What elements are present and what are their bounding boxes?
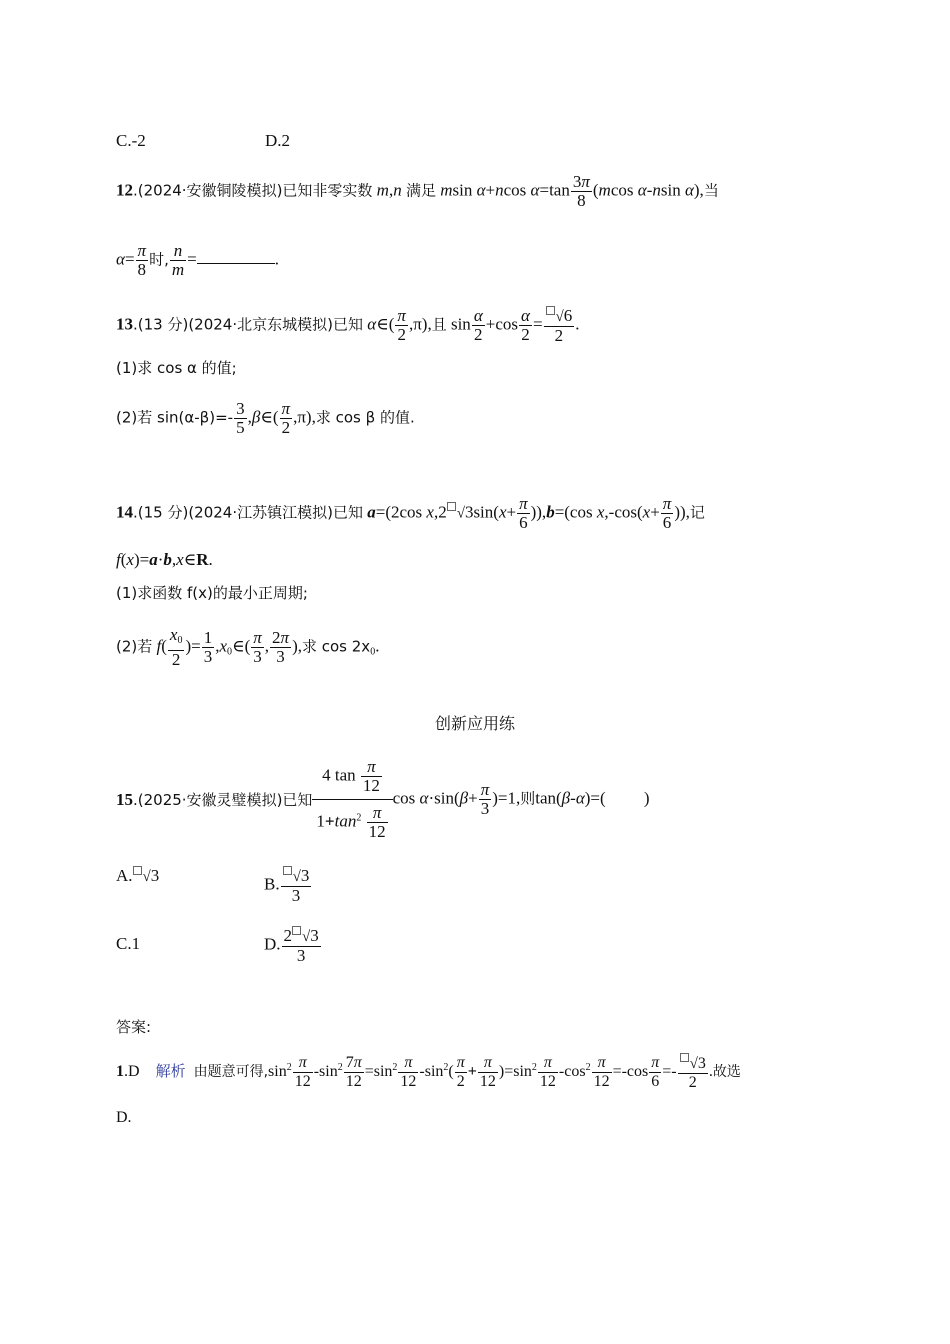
- section-heading: 创新应用练: [434, 714, 515, 733]
- analysis-tag: 解析: [155, 1062, 186, 1081]
- q14-part-2: (2)若 f( $\frac{x_0}{2}$ )= $\frac{1}{3}$ $,x_0\in$( $\frac{\pi}{3}$ , $\frac{2\pi}{3}$ ),求 $\cos 2x_0$.: [116, 625, 380, 669]
- q13-frac-alpha-2a: $\frac{\alpha}{2}$: [473, 306, 483, 344]
- q13-frac-root6-2: $\frac{√6}{2}$: [544, 306, 575, 345]
- q13-frac-alpha-2b: $\frac{\alpha}{2}$: [521, 306, 530, 344]
- answer-letter: .D: [124, 1063, 140, 1081]
- q13-frac-pi-2b: $\frac{\pi}{2}$: [281, 399, 291, 437]
- q15-option-a: A. √3: [116, 866, 160, 885]
- q11-option-d: D.2: [265, 131, 291, 150]
- q12-continue: 当: [703, 181, 719, 200]
- q13-part-2-start: (2)若 sin(α-β)=-: [116, 408, 234, 427]
- q15-number: 15: [116, 790, 133, 809]
- q14-frac-2pi-3: $\frac{2\pi}{3}$: [272, 628, 290, 666]
- q15-main-fraction: 4 tan $\frac{\pi}{12}$ $1+\tan^2$ $\frac{\pi}{12}$: [312, 758, 392, 841]
- q15-source: .(2025·安徽灵璧模拟)已知: [133, 791, 313, 809]
- q13-part-2: (2)若 sin(α-β)=- $\frac{3}{5}$ ,β∈( $\frac{\pi}{2}$ ,π),求 cos β 的值.: [116, 399, 415, 437]
- q15-option-d: D. $\frac{2 √3}{3}$: [264, 926, 319, 965]
- q15-options-cd: [116, 926, 319, 965]
- q12-end: .: [274, 249, 279, 269]
- q12-frac-3pi-8: $\frac{3\pi}{8}$: [572, 172, 590, 210]
- q14-part-1: (1)求函数 f(x)的最小正周期;: [116, 584, 308, 602]
- q15-option-c: C.1: [116, 934, 141, 953]
- q13-frac-pi-2: $\frac{\pi}{2}$: [397, 306, 406, 344]
- q12-equals: =: [187, 249, 197, 269]
- q15-options-ab: [116, 866, 310, 905]
- q14-part-2-start: (2)若: [116, 637, 153, 656]
- answer-label: 答案:: [116, 1018, 152, 1036]
- answer-1-line: 1.D 解析 由题意可得$,\sin^2$ $\frac{\pi}{12}$ $-\sin^2$ $\frac{7\pi}{12}$ $=\sin^2$ $\frac{\pi}{12}$ $-\sin^2$( $\frac{\pi}{2}$ + $\frac{\pi}{12}$ )$=\sin^2$ $\frac{\pi}{12}$ $-\cos^2$ $\frac{\pi}{12}$ =-cos $\frac{\pi}{6}$ =- $\frac{√3}{2}$ .故选: [116, 1054, 741, 1091]
- q14-frac-pi-3: $\frac{\pi}{3}$: [253, 628, 262, 666]
- q12-when: 时,: [149, 250, 169, 269]
- q14-ji: 记: [689, 503, 705, 522]
- answer-number: 1: [116, 1063, 124, 1081]
- answer-tail: 故选: [712, 1064, 741, 1081]
- q15-line-1: 15.(2025·安徽灵璧模拟)已知 4 tan $\frac{\pi}{12}$ $1+\tan^2$ $\frac{\pi}{12}$ cos α·sin(β+ $\frac{\pi}{3}$ )=1,则tan(β-α)=( ): [116, 757, 650, 841]
- q13-part-2-end: 求 cos β 的值.: [315, 408, 415, 427]
- q14-line-2: f(x)=a·b,x∈R.: [116, 550, 213, 569]
- q13-part-1: (1)求 cos α 的值;: [116, 359, 237, 377]
- answer-final: D.: [116, 1109, 132, 1126]
- q13-and: 且: [431, 315, 447, 334]
- q15-then: 则: [520, 789, 536, 808]
- q13-source: .(13 分)(2024·北京东城模拟)已知: [133, 315, 363, 334]
- q15-frac-pi-3: $\frac{\pi}{3}$: [480, 780, 490, 818]
- q14-part-2-end: 求 cos 2x: [301, 637, 371, 656]
- q14-frac-pi-6a: $\frac{\pi}{6}$: [519, 494, 528, 532]
- q12-condition: 满足: [405, 181, 436, 200]
- q14-frac-1-3: $\frac{1}{3}$: [203, 628, 213, 666]
- q11-option-c: C.-2: [116, 131, 146, 150]
- q13-frac-3-5: $\frac{3}{5}$: [236, 399, 245, 437]
- q12-line-1: 12.(2024·安徽铜陵模拟)已知非零实数 m,n 满足 msin α+ncos α=tan $\frac{3\pi}{8}$ (mcos α-nsin α),当: [116, 172, 719, 210]
- q12-line-2: α= $\frac{\pi}{8}$ 时, $\frac{n}{m}$ = .: [116, 241, 279, 279]
- q11-options: [116, 131, 291, 151]
- answer-text: 由题意可得,: [193, 1064, 269, 1081]
- q14-source: .(15 分)(2024·江苏镇江模拟)已知: [133, 503, 363, 522]
- q12-source: .(2024·安徽铜陵模拟)已知非零实数: [133, 181, 373, 200]
- q15-option-b: B. $\frac{√3}{3}$: [264, 866, 310, 905]
- q12-number: 12: [116, 180, 133, 200]
- q14-frac-pi-6b: $\frac{\pi}{6}$: [662, 494, 672, 532]
- q14-number: 14: [116, 502, 133, 522]
- q13-number: 13: [116, 314, 133, 334]
- q14-line-1: 14.(15 分)(2024·江苏镇江模拟)已知 a=(2cos x,2 √3sin(x+ $\frac{\pi}{6}$ )),b=(cos x,-cos(x+ $\frac{\pi}{6}$ )),记: [116, 494, 705, 532]
- q12-frac-pi-8: $\frac{\pi}{8}$: [137, 241, 147, 279]
- q13-line-1: 13.(13 分)(2024·北京东城模拟)已知 α∈( $\frac{\pi}{2}$ ,π),且 sin $\frac{\alpha}{2}$ +cos $\frac{\alpha}{2}$ = $\frac{√6}{2}$ .: [116, 306, 580, 345]
- q12-answer-blank[interactable]: [197, 249, 275, 264]
- q12-frac-n-m: $\frac{n}{m}$: [171, 241, 185, 279]
- q14-frac-x0-2: $\frac{x_0}{2}$: [169, 625, 183, 669]
